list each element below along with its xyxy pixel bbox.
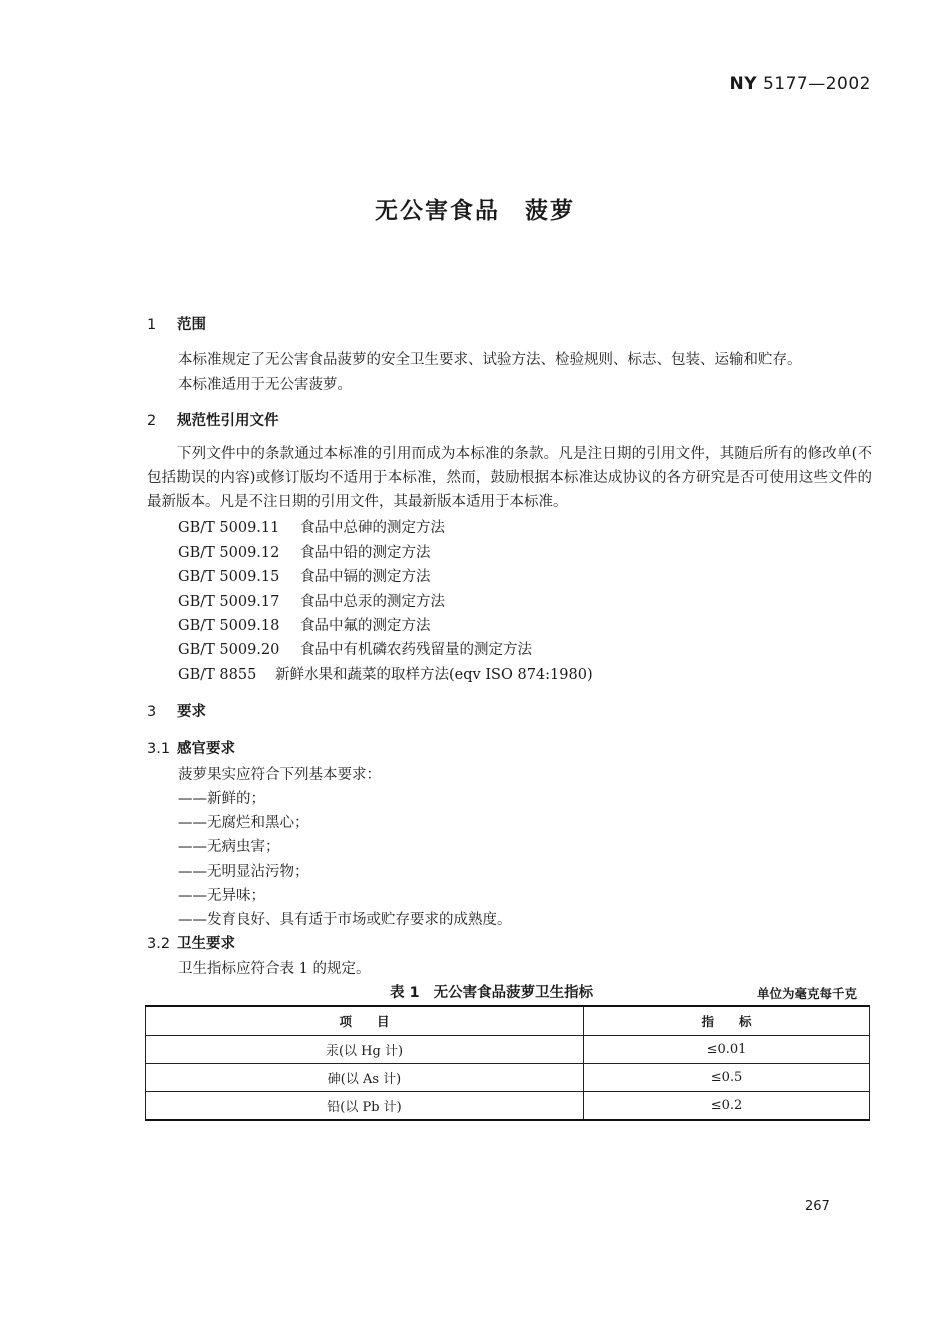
cell-value: ≤0.5	[584, 1064, 870, 1092]
requirement-item: ——无病虫害；	[178, 839, 280, 855]
table-row	[146, 1092, 870, 1121]
section-3-1-intro: 菠萝果实应符合下列基本要求：	[178, 767, 381, 783]
requirement-item: ——无异味；	[178, 888, 265, 904]
cell-value: ≤0.2	[584, 1092, 870, 1121]
reference-item: GB/T 5009.11 食品中总砷的测定方法	[178, 520, 445, 536]
reference-item: GB/T 5009.12 食品中铅的测定方法	[178, 545, 431, 561]
cell-item: 砷(以 As 计)	[146, 1064, 584, 1092]
reference-item: GB/T 5009.17 食品中总汞的测定方法	[178, 594, 445, 610]
table-row	[146, 1064, 870, 1092]
table-caption: 表 1 无公害食品菠萝卫生指标	[390, 985, 594, 1001]
column-header-item: 项 目	[146, 1006, 584, 1036]
reference-item: GB/T 5009.20 食品中有机磷农药残留量的测定方法	[178, 642, 532, 658]
hygiene-index-table	[145, 1005, 870, 1121]
cell-item: 汞(以 Hg 计)	[146, 1036, 584, 1064]
standard-code: NY 5177—2002	[729, 74, 871, 94]
section-2-paragraph: 下列文件中的条款通过本标准的引用而成为本标准的条款。凡是注日期的引用文件，其随后所有的修改单(不包括勘误的内容)或修订版均不适用于本标准，然而，鼓励根据本标准达成协议的各方研究是否可使用这些文件的最新版本。凡是不注日期的引用文件，其最新版本适用于本标准。	[147, 446, 872, 510]
reference-item: GB/T 8855 新鲜水果和蔬菜的取样方法(eqv ISO 874:1980)	[178, 667, 593, 683]
section-1-line: 本标准规定了无公害食品菠萝的安全卫生要求、试验方法、检验规则、标志、包装、运输和贮存。	[178, 352, 802, 368]
section-3-2-text: 卫生指标应符合表 1 的规定。	[178, 961, 371, 977]
reference-item: GB/T 5009.18 食品中氟的测定方法	[178, 618, 431, 634]
section-1-heading: 1 范围	[147, 317, 206, 333]
requirement-item: ——无明显沾污物；	[178, 864, 309, 880]
page-number: 267	[805, 1199, 830, 1214]
table-unit: 单位为毫克每千克	[756, 986, 857, 1001]
cell-item: 铅(以 Pb 计)	[146, 1092, 584, 1121]
section-2-heading: 2 规范性引用文件	[147, 413, 279, 429]
table-header-row	[146, 1006, 870, 1036]
reference-item: GB/T 5009.15 食品中镉的测定方法	[178, 569, 431, 585]
column-header-value: 指 标	[584, 1006, 870, 1036]
requirement-item: ——无腐烂和黑心；	[178, 815, 309, 831]
section-3-2-heading: 3.2 卫生要求	[147, 936, 235, 952]
table-row	[146, 1036, 870, 1064]
section-1-line: 本标准适用于无公害菠萝。	[178, 377, 352, 393]
cell-value: ≤0.01	[584, 1036, 870, 1064]
document-title: 无公害食品 菠萝	[375, 198, 575, 224]
requirement-item: ——发育良好、具有适于市场或贮存要求的成熟度。	[178, 912, 512, 928]
requirement-item: ——新鲜的；	[178, 791, 265, 807]
section-3-1-heading: 3.1 感官要求	[147, 741, 235, 757]
section-3-heading: 3 要求	[147, 704, 206, 720]
